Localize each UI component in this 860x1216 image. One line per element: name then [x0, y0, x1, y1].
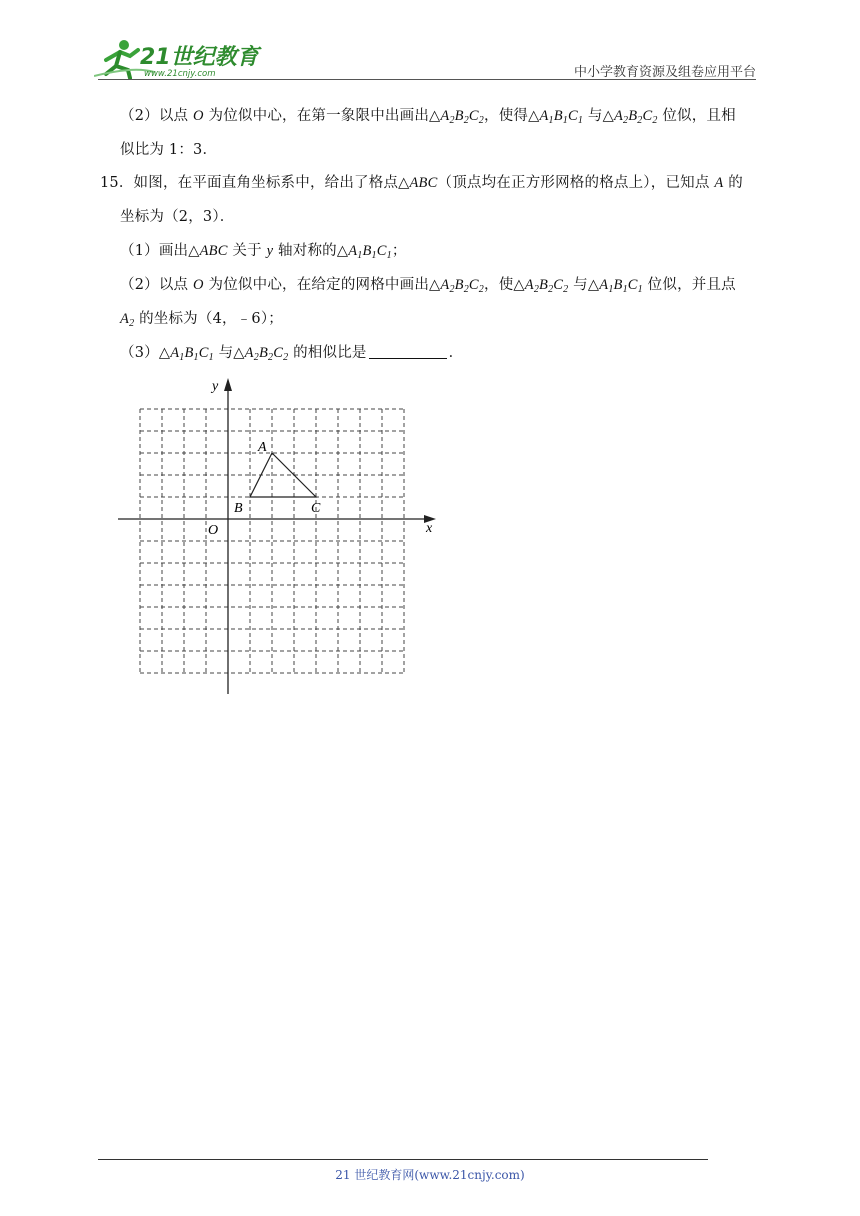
q15-intro-line1: 15．如图，在平面直角坐标系中，给出了格点△ABC（顶点均在正方形网格的格点上），已知点 A 的 [100, 175, 743, 191]
label-c: C [311, 501, 321, 516]
logo-text: 21世纪教育 [140, 45, 259, 70]
q15-part2-line2: $A_2$ 的坐标为（4，﹣6）； [120, 311, 283, 329]
q15-part2-line1: （2）以点 O 为位似中心，在给定的网格中画出$\triangle A_2B_2C_2$，使$\triangle A_2B_2C_2$ 与$\triangle A_1B_1C_1$ 位似，并且点 [120, 277, 736, 295]
label-b: B [234, 501, 243, 516]
answer-blank[interactable] [369, 344, 447, 359]
header-divider [98, 79, 756, 80]
q14-part2-line2: 似比为 1：3． [120, 142, 218, 158]
label-y: y [212, 379, 219, 394]
label-x: x [426, 521, 433, 536]
label-a: A [258, 440, 267, 455]
q14-part2-line1: （2）以点 O 为位似中心，在第一象限中出画出$\triangle A_2B_2C_2$，使得$\triangle A_1B_1C_1$ 与$\triangle A_2B_2C_2$ 位似，且相 [120, 108, 736, 126]
q15-intro-line2: 坐标为（2，3）． [120, 209, 235, 225]
y-axis-arrow-icon [224, 378, 232, 391]
footer-divider [98, 1159, 708, 1160]
header-platform-name: 中小学教育资源及组卷应用平台 [573, 65, 756, 80]
grid-svg [110, 372, 450, 702]
footer-site: 21 世纪教育网(www.21cnjy.com) [335, 1168, 525, 1182]
logo-graphic [94, 36, 264, 80]
coordinate-grid-figure [110, 372, 450, 702]
label-origin: O [208, 523, 219, 538]
site-logo [94, 36, 264, 80]
q15-part1: （1）画出△ABC 关于 y 轴对称的$\triangle A_1B_1C_1$； [120, 243, 407, 261]
q15-part3: $(3)\triangle A_1B_1C_1$ 与$\triangle A_2B_2C_2$ 的相似比是 ． [120, 345, 464, 363]
logo-url: www.21cnjy.com [144, 69, 216, 79]
